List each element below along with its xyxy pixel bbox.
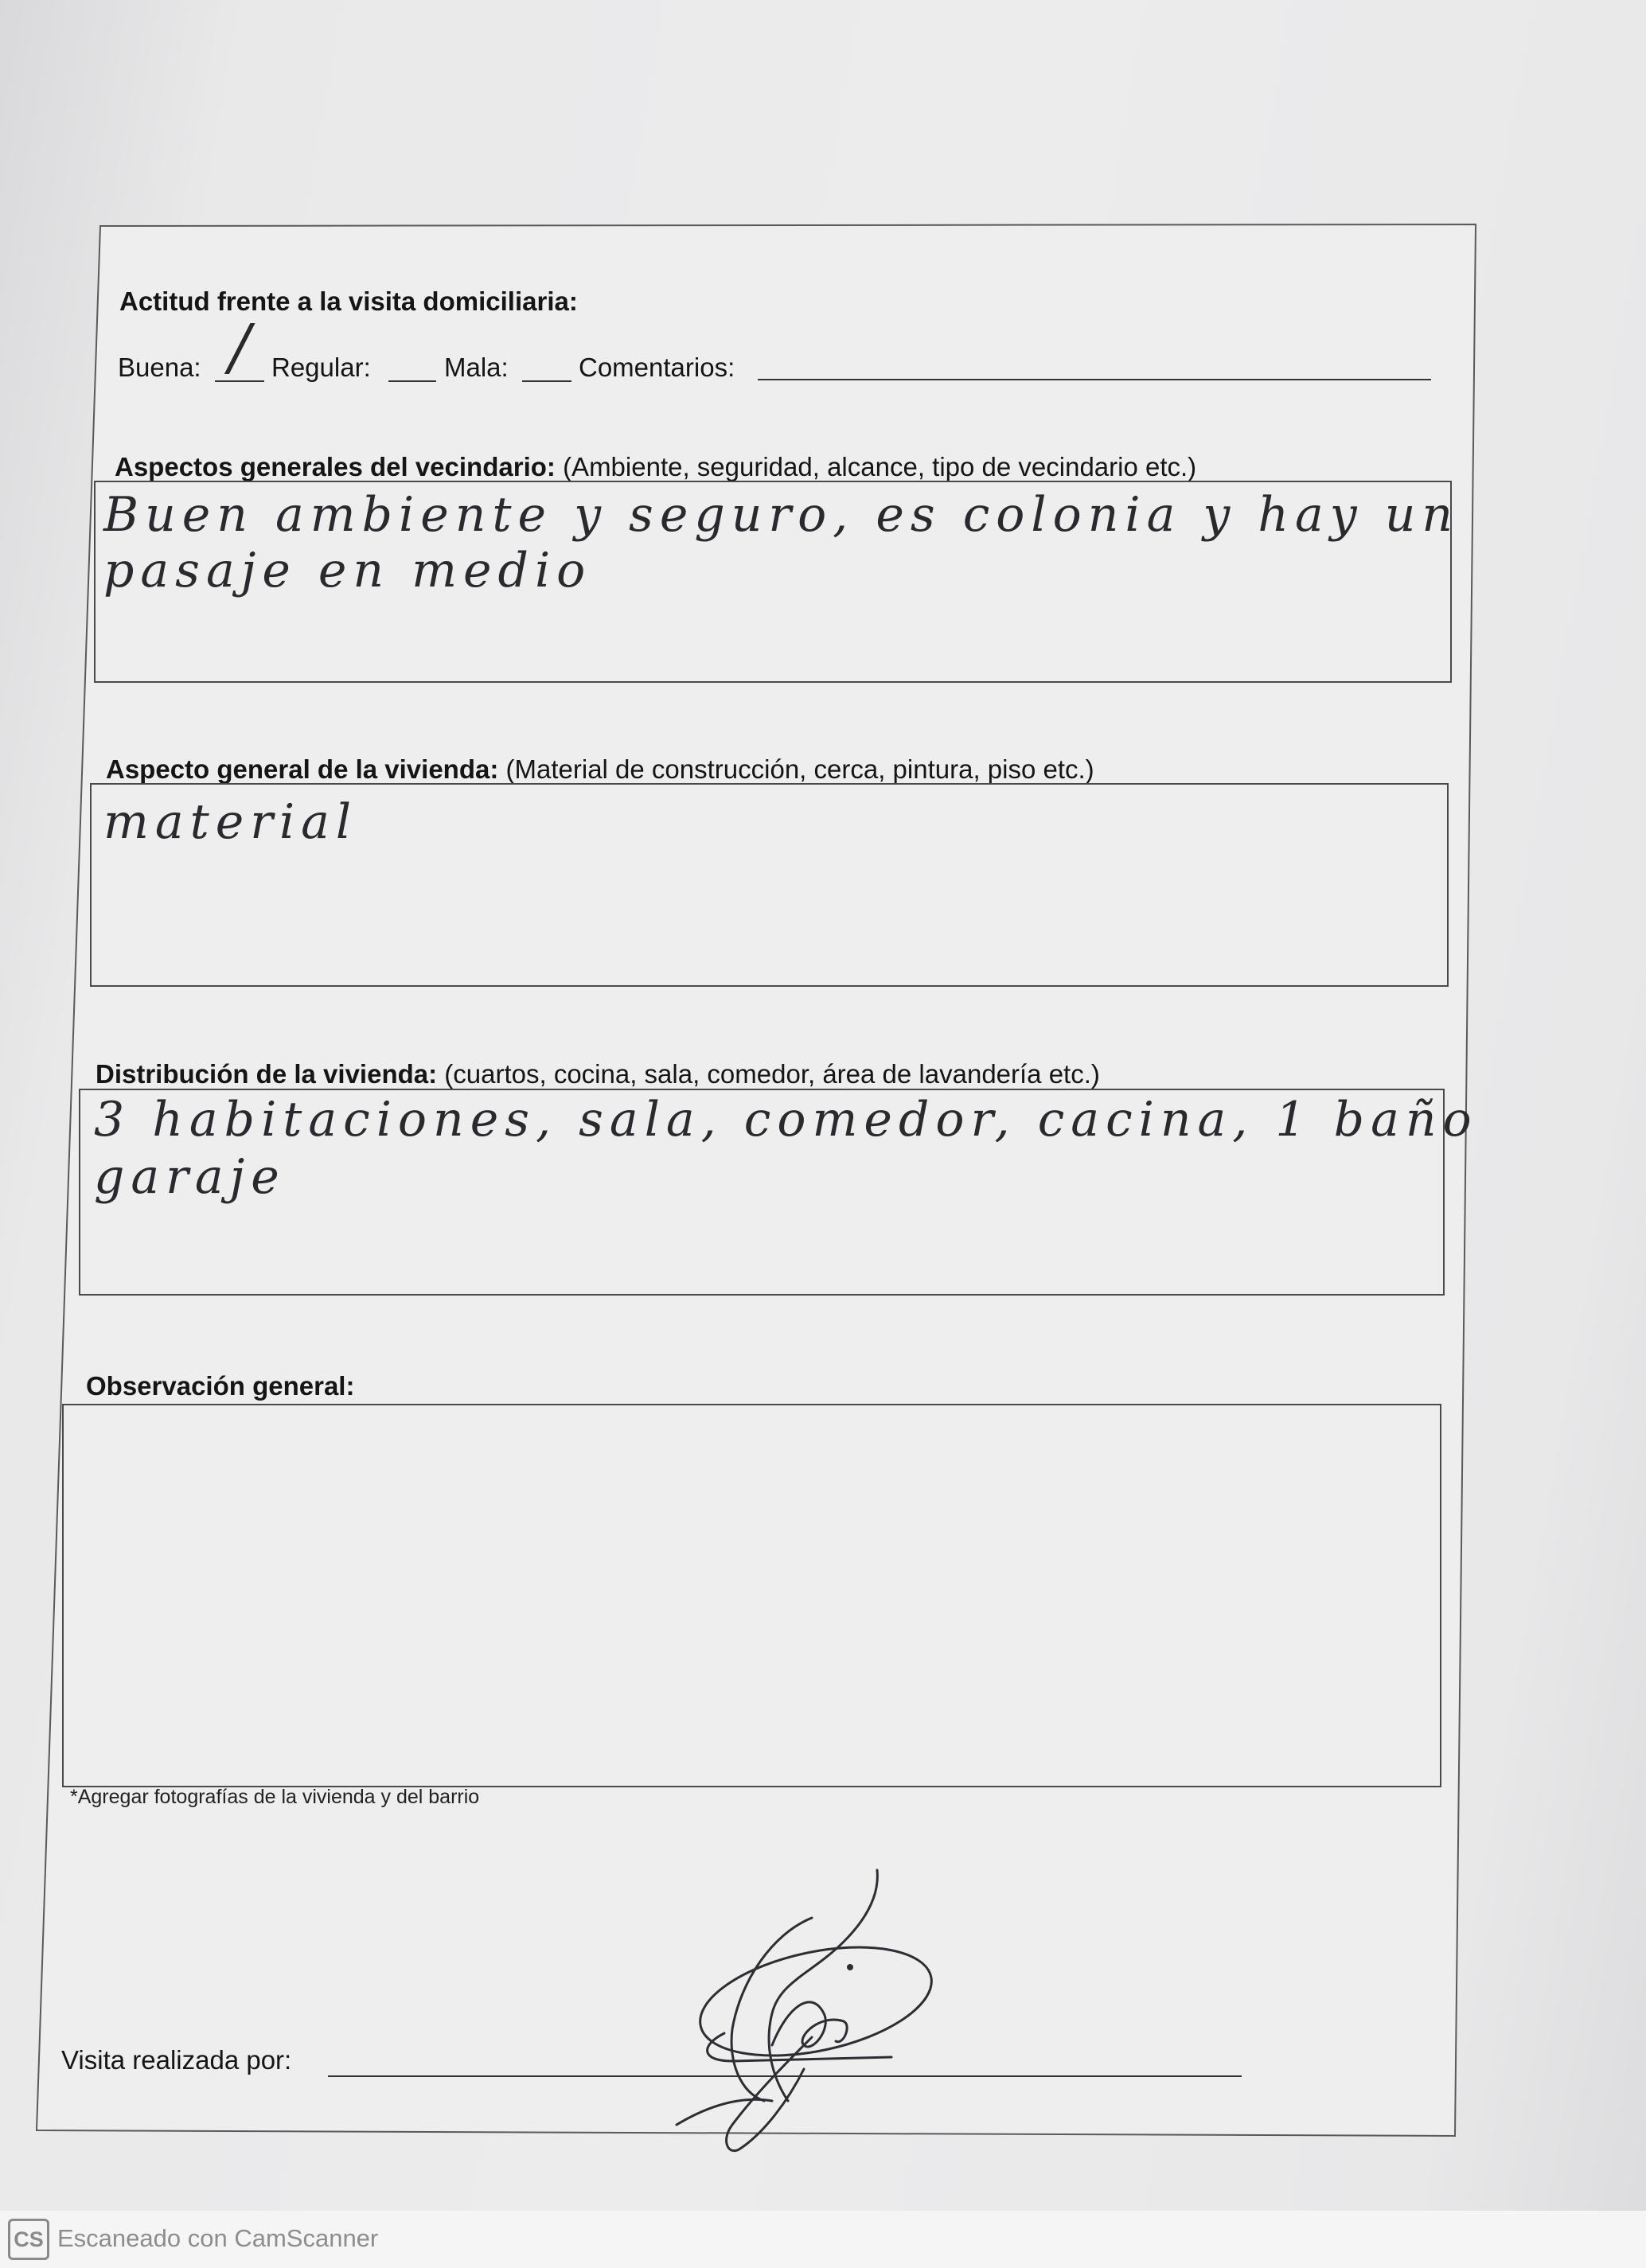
- observation-answer-box[interactable]: [62, 1404, 1441, 1787]
- good-checkmark: /: [229, 312, 251, 384]
- handwritten-signature: [653, 1862, 939, 2157]
- neighborhood-heading: Aspectos generales del vecindario: (Ambiente, seguridad, alcance, tipo de vecindario etc.): [115, 452, 1197, 481]
- distribution-answer-line2: garaje: [94, 1149, 286, 1205]
- neighborhood-answer-line1: Buen ambiente y seguro, es colonia y hay un: [103, 487, 1460, 543]
- bad-blank[interactable]: [522, 380, 571, 382]
- good-label: Buena:: [118, 353, 201, 382]
- housing-answer-line1: material: [103, 794, 358, 850]
- camscanner-logo: CS: [8, 2219, 49, 2260]
- distribution-heading: Distribución de la vivienda: (cuartos, cocina, sala, comedor, área de lavandería etc.): [96, 1059, 1100, 1089]
- regular-label: Regular:: [271, 353, 371, 382]
- comments-blank[interactable]: [758, 379, 1431, 380]
- neighborhood-answer-line2: pasaje en medio: [103, 543, 592, 598]
- bad-label: Mala:: [444, 353, 509, 382]
- housing-heading: Aspecto general de la vivienda: (Material de construcción, cerca, pintura, piso etc.): [106, 754, 1094, 784]
- observation-heading: Observación general:: [86, 1371, 355, 1401]
- distribution-answer-line1: 3 habitaciones, sala, comedor, cacina, 1 baño: [94, 1092, 1478, 1148]
- comments-label: Comentarios:: [579, 353, 735, 382]
- photo-note: *Agregar fotografías de la vivienda y del barrio: [70, 1786, 480, 1808]
- regular-blank[interactable]: [388, 380, 436, 382]
- attitude-heading: Actitud frente a la visita domiciliaria:: [119, 286, 578, 316]
- camscanner-watermark-text: Escaneado con CamScanner: [57, 2224, 379, 2252]
- visit-by-label: Visita realizada por:: [61, 2045, 292, 2075]
